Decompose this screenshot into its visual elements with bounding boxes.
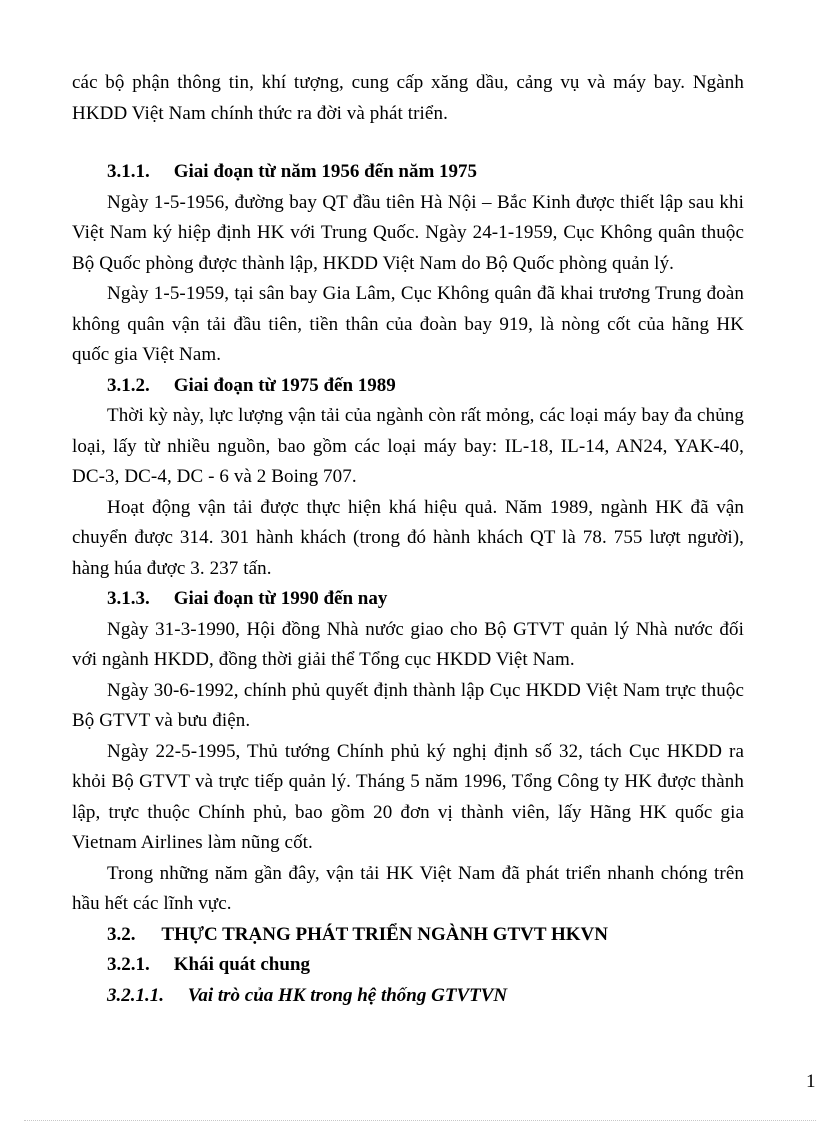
section-title: Giai đoạn từ 1990 đến nay — [173, 588, 388, 609]
section-number: 3.1.3. — [107, 588, 150, 609]
paragraph-continuation: các bộ phận thông tin, khí tượng, cung cấp xăng dầu, cảng vụ và máy bay. Ngành HKDD Việt Nam chính thức ra đời và phát triển. — [72, 72, 744, 124]
paragraph: Thời kỳ này, lực lượng vận tải của ngành còn rất mỏng, các loại máy bay đa chủng loại, lấy từ nhiều nguồn, bao gồm các loại máy bay: IL-18, IL-14, AN24, YAK-40, DC-3, DC-4, DC - 6 và 2 Boing 707. — [72, 405, 744, 487]
paragraph: Ngày 31-3-1990, Hội đồng Nhà nước giao cho Bộ GTVT quản lý Nhà nước đối với ngành HKDD, đồng thời giải thể Tổng cục HKDD Việt Nam. — [72, 618, 744, 670]
section-number: 3.2.1. — [107, 954, 150, 975]
section-heading-3-2 — [72, 920, 744, 951]
paragraph: Hoạt động vận tải được thực hiện khá hiệu quả. Năm 1989, ngành HK đã vận chuyển được 314. 301 hành khách (trong đó hành khách QT là 78. 755 lượt người), hàng húa được 3. 237 tấn. — [72, 496, 744, 579]
paragraph: Ngày 30-6-1992, chính phủ quyết định thành lập Cục HKDD Việt Nam trực thuộc Bộ GTVT và bưu điện. — [72, 679, 744, 731]
section-number: 3.1.1. — [107, 161, 150, 182]
section-title: Giai đoạn từ năm 1956 đến năm 1975 — [173, 161, 478, 182]
section-heading-3-2-1-1 — [72, 981, 744, 1012]
paragraph: Ngày 1-5-1956, đường bay QT đầu tiên Hà Nội – Bắc Kinh được thiết lập sau khi Việt Nam ký hiệp định HK với Trung Quốc. Ngày 24-1-1959, Cục Không quân thuộc Bộ Quốc phòng được thành lập, HKDD Việt Nam do Bộ Quốc phòng quản lý. — [72, 191, 744, 274]
paragraph: Ngày 22-5-1995, Thủ tướng Chính phủ ký nghị định số 32, tách Cục HKDD ra khỏi Bộ GTVT và trực tiếp quản lý. Tháng 5 năm 1996, Tổng Công ty HK được thành lập, trực thuộc Chính phủ, bao gồm 20 đơn vị thành viên, lấy Hãng HK quốc gia Vietnam Airlines làm nũng cốt. — [72, 740, 744, 853]
section-heading-3-2-1 — [72, 950, 744, 981]
section-heading-3-1-3 — [72, 584, 744, 615]
page-bottom-border — [24, 1120, 816, 1121]
section-title: Giai đoạn từ 1975 đến 1989 — [173, 374, 396, 396]
section-title: Vai trò của HK trong hệ thống GTVTVN — [187, 984, 508, 1006]
paragraph: Trong những năm gần đây, vận tải HK Việt Nam đã phát triển nhanh chóng trên hầu hết các lĩnh vực. — [72, 862, 744, 914]
paragraph: Ngày 1-5-1959, tại sân bay Gia Lâm, Cục Không quân đã khai trương Trung đoàn không quân vận tải đầu tiên, tiền thân của đoàn bay 919, là nòng cốt của hãng HK quốc gia Việt Nam. — [72, 283, 744, 365]
document-page — [72, 68, 744, 1011]
section-title: THỰC TRẠNG PHÁT TRIỂN NGÀNH GTVT HKVN — [161, 923, 608, 945]
section-title: Khái quát chung — [173, 954, 310, 975]
page-number: 1 — [806, 1071, 816, 1092]
section-heading-3-1-2 — [72, 371, 744, 402]
section-number: 3.2. — [107, 923, 136, 945]
section-number: 3.2.1.1. — [107, 984, 164, 1006]
section-number: 3.1.2. — [107, 374, 150, 396]
section-heading-3-1-1 — [72, 157, 744, 188]
